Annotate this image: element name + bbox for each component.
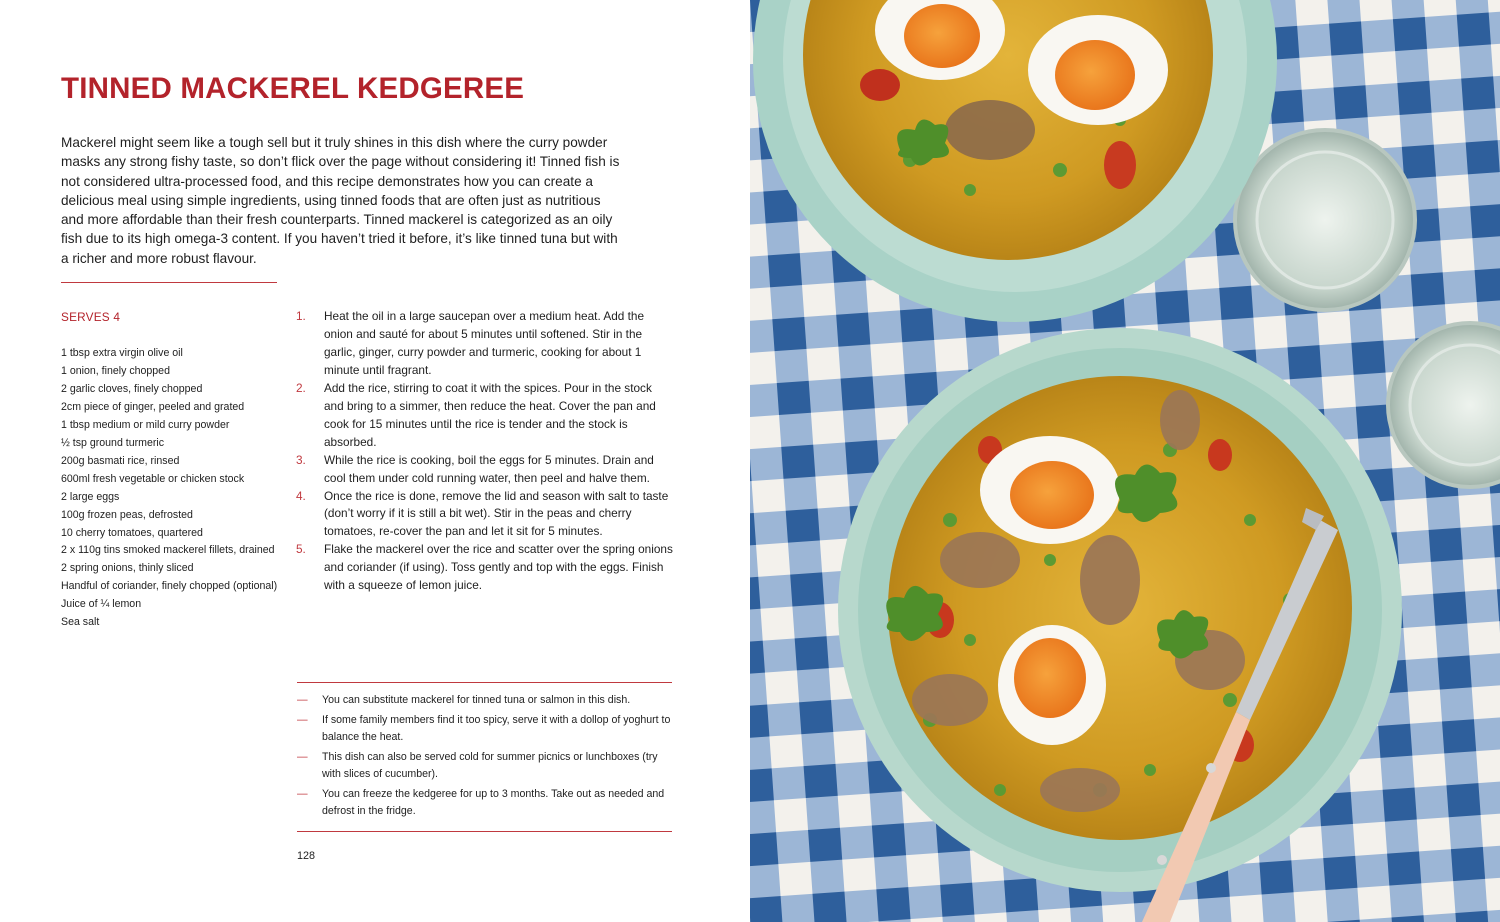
step-number: 1. <box>296 309 306 323</box>
tip-text: If some family members find it too spicy, serve it with a dollop of yoghurt to balance the heat. <box>322 714 671 743</box>
method-step <box>296 488 674 542</box>
tip-text: You can freeze the kedgeree for up to 3 months. Take out as needed and defrost in the fridge. <box>322 788 665 817</box>
step-number: 4. <box>296 488 306 503</box>
ingredient-item: 100g frozen peas, defrosted <box>61 508 193 521</box>
method-steps <box>296 308 674 595</box>
step-text: Flake the mackerel over the rice and scatter over the spring onions and coriander (if using). Toss gently and top with the eggs. Finish with a squeeze of lemon juice. <box>324 542 673 593</box>
method-step <box>296 308 674 380</box>
tips-bottom-divider <box>297 831 672 832</box>
serves-label: SERVES 4 <box>61 310 121 324</box>
step-number: 3. <box>296 452 306 467</box>
ingredient-item: ½ tsp ground turmeric <box>61 436 165 449</box>
tip-item <box>297 692 672 709</box>
tip-dash: — <box>297 714 308 726</box>
ingredient-item: 600ml fresh vegetable or chicken stock <box>61 472 245 485</box>
food-photo-illustration <box>750 0 1500 922</box>
step-number: 2. <box>296 380 306 395</box>
tip-text: You can substitute mackerel for tinned tuna or salmon in this dish. <box>322 694 631 706</box>
method-step <box>296 541 674 595</box>
tip-item <box>297 786 672 820</box>
method-step <box>296 380 674 452</box>
ingredient-item: 2 spring onions, thinly sliced <box>61 562 194 575</box>
step-text: Add the rice, stirring to coat it with the spices. Pour in the stock and bring to a simmer, then reduce the heat. Cover the pan and cook for 15 minutes until the rice is tender and the stock is absorbed. <box>324 380 656 449</box>
ingredient-item: 2 x 110g tins smoked mackerel fillets, drained <box>61 544 275 557</box>
method-step <box>296 452 674 488</box>
ingredient-item: 200g basmati rice, rinsed <box>61 454 180 467</box>
ingredient-item: Sea salt <box>61 616 100 629</box>
ingredient-item: Handful of coriander, finely chopped (optional) <box>61 580 278 593</box>
step-number: 5. <box>296 542 306 557</box>
ingredient-item: 1 tbsp medium or mild curry powder <box>61 418 230 431</box>
tip-item <box>297 712 672 746</box>
tip-item <box>297 749 672 783</box>
main-bowl <box>838 328 1402 892</box>
step-text: Once the rice is done, remove the lid and season with salt to taste (don’t worry if it is still a bit wet). Stir in the peas and cherry tomatoes, re-cover the pan and let it sit for 5 minutes. <box>324 488 669 539</box>
ingredient-item: 1 onion, finely chopped <box>61 364 170 377</box>
tips-list <box>297 692 672 823</box>
ingredient-list <box>61 345 286 632</box>
page-number: 128 <box>297 850 316 862</box>
recipe-title: TINNED MACKEREL KEDGEREE <box>61 72 525 105</box>
ingredient-item: 10 cherry tomatoes, quartered <box>61 526 203 539</box>
tip-text: This dish can also be served cold for summer picnics or lunchboxes (try with slices of cucumber). <box>322 751 658 780</box>
tips-top-divider <box>297 682 672 683</box>
tip-dash: — <box>297 751 308 763</box>
tip-dash: — <box>297 788 308 800</box>
step-text: Heat the oil in a large saucepan over a medium heat. Add the onion and sauté for about 5 minutes until softened. Stir in the garlic, ginger, curry powder and turmeric, cooking for about 1 minute until fragrant. <box>324 309 645 377</box>
tip-dash: — <box>297 694 308 706</box>
ingredient-item: 1 tbsp extra virgin olive oil <box>61 347 183 359</box>
ingredient-item: 2 large eggs <box>61 490 120 503</box>
ingredient-item: 2 garlic cloves, finely chopped <box>61 382 203 395</box>
ingredient-item: 2cm piece of ginger, peeled and grated <box>61 400 245 413</box>
recipe-intro: Mackerel might seem like a tough sell but it truly shines in this dish where the curry powder masks any strong fishy taste, so don’t flick over the page without considering it! Tinned fish is not considered ultra-processed food, and this recipe demonstrates how you can create a delicious meal using simple ingredients, using tinned foods that are often just as nutritious and more affordable than their fresh counterparts. Tinned mackerel is categorized as an oily fish due to its high omega-3 content. If you haven’t tried it before, it’s like tinned tuna but with a richer and more robust flavour. <box>61 135 620 266</box>
kedgeree-photo <box>750 0 1500 922</box>
step-text: While the rice is cooking, boil the eggs for 5 minutes. Drain and cool them under cold running water, then peel and halve them. <box>324 452 654 485</box>
water-glass-top <box>1235 130 1415 310</box>
intro-divider <box>61 282 277 283</box>
ingredient-item: Juice of ¼ lemon <box>61 598 142 611</box>
